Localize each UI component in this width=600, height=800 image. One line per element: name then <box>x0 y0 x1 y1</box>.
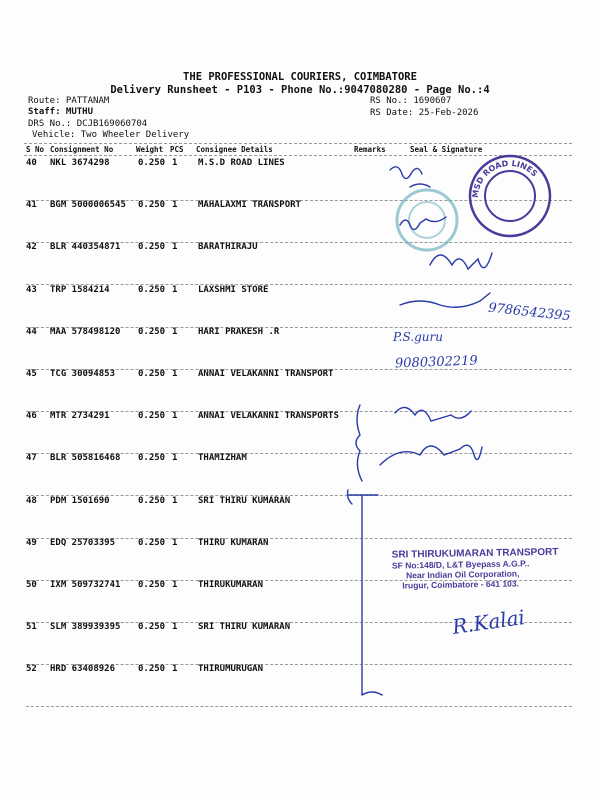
row-weight: 0.250 <box>138 411 166 422</box>
stamp-line-1: SRI THIRUKUMARAN TRANSPORT <box>391 546 559 561</box>
col-weight: Weight <box>136 145 164 154</box>
row-weight: 0.250 <box>138 664 166 675</box>
row-cno: PDM 1501690 <box>50 495 110 506</box>
row-sno: 44 <box>26 326 37 337</box>
row-sno: 50 <box>26 580 37 590</box>
rs-date-label: RS Date: 25-Feb-2026 <box>370 108 479 118</box>
row-cno: TRP 1584214 <box>50 284 110 295</box>
col-seal: Seal & Signature <box>410 145 483 154</box>
col-pcs: PCS <box>170 145 184 154</box>
row-consignee: LAXSHMI STORE <box>198 284 269 295</box>
stamp-line-2: SF No:148/D, L&T Byepass A.G.P.. <box>391 558 530 571</box>
row-cno: BGM 5000006545 <box>50 200 126 211</box>
row-cno: MTR 2734291 <box>50 411 110 422</box>
handwritten-signature-kalai: R.Kalai <box>450 605 527 639</box>
row-cno: NKL 3674298 <box>50 158 110 168</box>
row-sno: 45 <box>26 369 37 379</box>
row-weight: 0.250 <box>138 242 166 253</box>
row-weight: 0.250 <box>138 200 166 211</box>
row-weight: 0.250 <box>138 495 166 506</box>
row-cno: IXM 509732741 <box>50 580 121 590</box>
row-consignee: M.S.D ROAD LINES <box>198 158 285 168</box>
row-cno: HRD 63408926 <box>50 664 116 675</box>
row-cno: MAA 578498120 <box>50 326 121 337</box>
row-consignee: ANNAI VELAKANNI TRANSPORTS <box>198 411 339 422</box>
row-weight: 0.250 <box>138 158 166 168</box>
row-pcs: 1 <box>172 326 178 337</box>
row-pcs: 1 <box>172 284 178 295</box>
row-consignee: THIRUMURUGAN <box>198 664 264 675</box>
row-sno: 49 <box>26 537 37 548</box>
row-consignee: THIRUKUMARAN <box>198 580 264 590</box>
row-sno: 51 <box>26 622 37 633</box>
row-weight: 0.250 <box>138 284 166 295</box>
vehicle-label: Vehicle: Two Wheeler Delivery <box>32 130 190 140</box>
row-sno: 42 <box>26 242 37 253</box>
row-consignee: THIRU KUMARAN <box>198 537 269 548</box>
stamp-line-4: Irugur, Coimbatore - 641 103. <box>402 578 520 591</box>
row-pcs: 1 <box>172 495 178 506</box>
row-sno: 41 <box>26 200 37 211</box>
row-pcs: 1 <box>172 622 178 633</box>
route-label: Route: PATTANAM <box>28 96 110 106</box>
handwritten-name-1: P.S.guru <box>393 330 443 344</box>
row-cno: TCG 30094853 <box>50 369 116 379</box>
row-consignee: ANNAI VELAKANNI TRANSPORT <box>198 369 334 379</box>
rs-no-label: RS No.: 1690607 <box>370 96 452 106</box>
row-sno: 48 <box>26 495 37 506</box>
row-pcs: 1 <box>172 537 178 548</box>
row-sno: 46 <box>26 411 37 422</box>
staff-label: Staff: MUTHU <box>28 107 94 117</box>
seal-text: MSD ROAD LINES <box>470 158 540 199</box>
col-sno: S No <box>26 145 45 154</box>
col-consignee: Consignee Details <box>196 145 273 154</box>
row-pcs: 1 <box>172 580 178 590</box>
col-consignment: Consignment No <box>50 145 114 154</box>
row-weight: 0.250 <box>138 453 166 464</box>
row-consignee: MAHALAXMI TRANSPORT <box>198 200 301 211</box>
page-subtitle: Delivery Runsheet - P103 - Phone No.:9047080280 - Page No.:4 <box>110 84 490 96</box>
row-consignee: SRI THIRU KUMARAN <box>198 495 291 506</box>
row-weight: 0.250 <box>138 580 166 590</box>
row-consignee: THAMIZHAM <box>198 453 247 464</box>
row-cno: EDQ 25703395 <box>50 537 116 548</box>
row-consignee: BARATHIRAJU <box>198 242 258 253</box>
row-weight: 0.250 <box>138 537 166 548</box>
page-title: THE PROFESSIONAL COURIERS, COIMBATORE <box>183 71 417 83</box>
row-pcs: 1 <box>172 664 178 675</box>
stamp-line-3: Near Indian Oil Corporation, <box>406 568 520 581</box>
row-sno: 52 <box>26 664 37 675</box>
row-pcs: 1 <box>172 242 178 253</box>
row-consignee: SRI THIRU KUMARAN <box>198 622 291 633</box>
row-pcs: 1 <box>172 411 178 422</box>
row-weight: 0.250 <box>138 326 166 337</box>
row-cno: BLR 505816468 <box>50 453 121 464</box>
row-cno: BLR 440354871 <box>50 242 121 253</box>
handwritten-phone-2: 9080302219 <box>394 353 478 372</box>
row-pcs: 1 <box>172 158 178 168</box>
row-pcs: 1 <box>172 369 178 379</box>
row-consignee: HARI PRAKESH .R <box>198 326 280 337</box>
transport-stamp <box>392 546 583 590</box>
row-weight: 0.250 <box>138 369 166 379</box>
row-sno: 40 <box>26 158 37 168</box>
row-pcs: 1 <box>172 453 178 464</box>
row-weight: 0.250 <box>138 622 166 633</box>
row-sno: 43 <box>26 284 37 295</box>
drs-label: DRS No.: DCJB169060704 <box>28 119 148 129</box>
row-pcs: 1 <box>172 200 178 211</box>
handwritten-phone-1: 9786542395 <box>487 300 572 325</box>
row-cno: SLM 389939395 <box>50 622 121 633</box>
row-sno: 47 <box>26 453 37 464</box>
col-remarks: Remarks <box>354 145 386 154</box>
